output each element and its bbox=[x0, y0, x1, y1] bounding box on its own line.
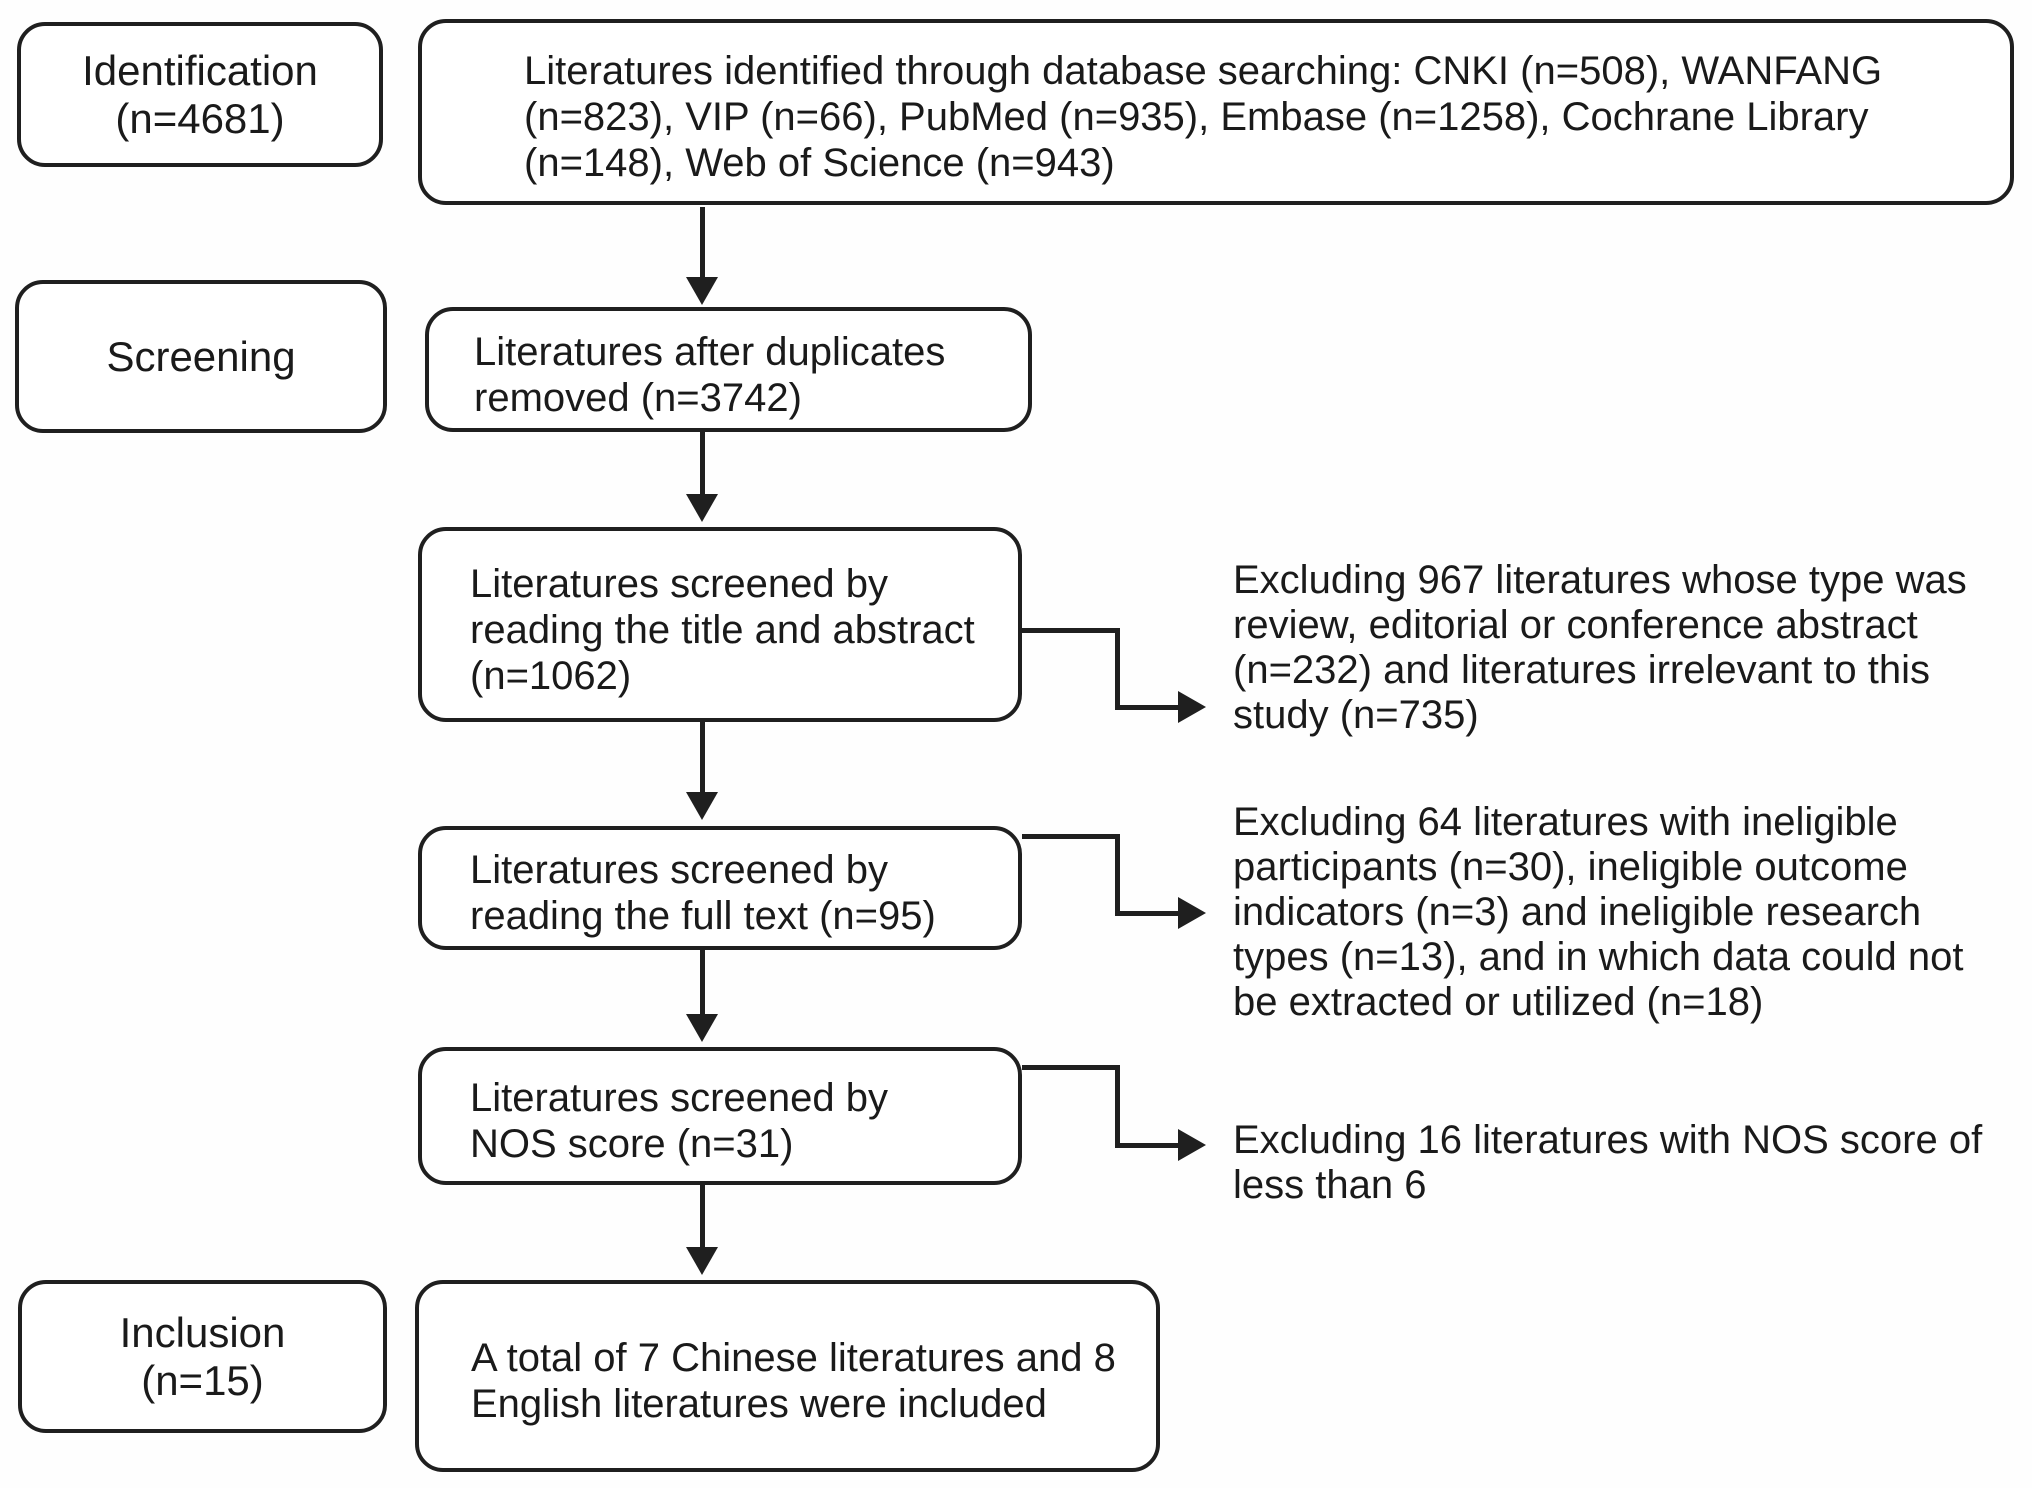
stage-box-screening bbox=[15, 280, 387, 433]
node-text-line: reading the title and abstract bbox=[470, 607, 975, 652]
node-nos-score-screen bbox=[418, 1047, 1022, 1185]
stage-count: (n=15) bbox=[141, 1356, 264, 1404]
note-line: Excluding 16 literatures with NOS score of bbox=[1233, 1118, 1983, 1162]
note-line: study (n=735) bbox=[1233, 693, 1479, 737]
node-text-line: Literatures identified through database searching: CNKI (n=508), WANFANG bbox=[524, 49, 1883, 93]
stage-count: (n=4681) bbox=[115, 94, 285, 142]
note-line: (n=232) and literatures irrelevant to this bbox=[1233, 648, 1931, 692]
note-line: Excluding 967 literatures whose type was bbox=[1233, 558, 1967, 602]
exclusion-note-title-abstract bbox=[1233, 558, 1967, 738]
node-text-line: (n=148), Web of Science (n=943) bbox=[524, 141, 1115, 185]
note-line: types (n=13), and in which data could not bbox=[1233, 935, 1964, 979]
arrowhead-right-icon bbox=[1178, 691, 1206, 723]
node-text-line: Literatures screened by bbox=[470, 561, 889, 606]
node-text-line: (n=823), VIP (n=66), PubMed (n=935), Embase (n=1258), Cochrane Library bbox=[524, 95, 1869, 139]
node-text-line: English literatures were included bbox=[471, 1382, 1047, 1426]
node-text-line: NOS score (n=31) bbox=[470, 1122, 794, 1166]
arrowhead-right-icon bbox=[1178, 1129, 1206, 1161]
node-text-line: removed (n=3742) bbox=[474, 375, 802, 420]
exclusion-note-nos-score bbox=[1233, 1118, 1983, 1208]
node-duplicates-removed bbox=[425, 307, 1032, 432]
node-text-line: Literatures after duplicates bbox=[474, 329, 946, 374]
node-full-text-screen bbox=[418, 826, 1022, 950]
stage-box-inclusion bbox=[18, 1280, 387, 1433]
arrowhead-right-icon bbox=[1178, 897, 1206, 929]
stage-label: Screening bbox=[106, 332, 296, 380]
note-line: participants (n=30), ineligible outcome bbox=[1233, 845, 1908, 889]
note-line: review, editorial or conference abstract bbox=[1233, 603, 1918, 647]
stage-box-identification bbox=[17, 22, 383, 167]
node-text-line: (n=1062) bbox=[470, 653, 632, 698]
stage-label: Inclusion bbox=[119, 1308, 286, 1356]
note-line: be extracted or utilized (n=18) bbox=[1233, 980, 1764, 1024]
note-line: Excluding 64 literatures with ineligible bbox=[1233, 800, 1898, 844]
note-line: less than 6 bbox=[1233, 1163, 1427, 1207]
stage-label: Identification bbox=[82, 46, 318, 94]
node-text-line: A total of 7 Chinese literatures and 8 bbox=[471, 1336, 1116, 1380]
exclusion-note-full-text bbox=[1233, 800, 1973, 1025]
node-database-search bbox=[418, 19, 2014, 205]
node-text-line: Literatures screened by bbox=[470, 1076, 889, 1120]
node-included bbox=[415, 1280, 1160, 1472]
node-text-line: Literatures screened by bbox=[470, 848, 889, 892]
node-title-abstract-screen bbox=[418, 527, 1022, 722]
note-line: indicators (n=3) and ineligible research bbox=[1233, 890, 1922, 934]
node-text-line: reading the full text (n=95) bbox=[470, 894, 936, 938]
